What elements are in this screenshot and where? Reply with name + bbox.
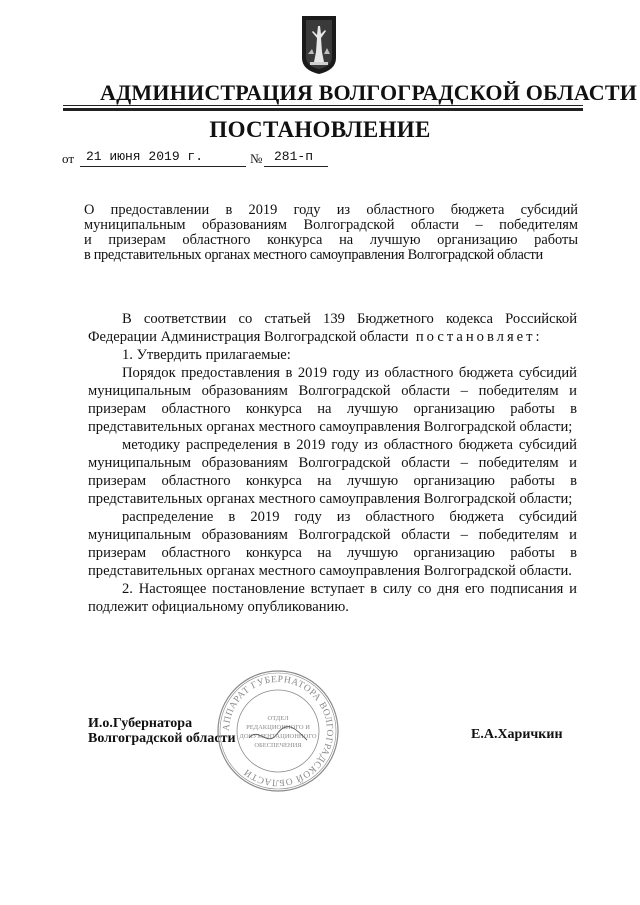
document-body [88,310,577,616]
document-type-title: ПОСТАНОВЛЕНИЕ [209,117,431,142]
stamp-ring-text: АППАРАТ ГУБЕРНАТОРА ВОЛГОГРАДСКОЙ ОБЛАСТИ [221,674,335,788]
signatory-name: Е.А.Харичкин [471,727,563,742]
signatory-title-line: И.о.Губернатора [88,716,193,731]
stamp-center-line: ОТДЕЛ [267,715,289,722]
volgograd-coat-of-arms-icon [300,14,338,76]
document-date: 21 июня 2019 г. [86,149,204,164]
document-subject [84,203,578,263]
date-label: от [62,151,75,166]
item-2: 2. Настоящее постановление вступает в силу со дня его подписания и подлежит официальному опубликованию. [88,581,577,615]
date-underline [80,166,246,167]
approved-item-procedure: Порядок предоставления в 2019 году из областного бюджета субсидий муниципальным образованиям Волгоградской области – победителям и призерам областного конкурса на лучшую организацию работы в представительных органах местного самоуправления Волгоградской области; [88,365,577,435]
official-stamp-icon [215,668,341,794]
approved-item-methodology: методику распределения в 2019 году из областного бюджета субсидий муниципальным образованиям Волгоградской области – победителям и призерам областного конкурса на лучшую организацию работы в представительных органах местного самоуправления Волгоградской области; [88,437,577,507]
stamp-center-line: РЕДАКЦИОННОГО И [246,724,310,731]
signatory-title-line: Волгоградской области [88,731,236,746]
number-label: № [250,151,263,166]
number-underline [264,166,328,167]
subject-line: муниципальным образованиям Волгоградской области – победителям [84,217,578,233]
document-number: 281-п [274,149,314,164]
decree-word: постановляет: [415,329,543,345]
subject-line: в представительных органах местного самоуправления Волгоградской области [84,247,543,263]
date-number-line [62,151,362,169]
subject-line: О предоставлении в 2019 году из областного бюджета субсидий [84,202,578,218]
preamble-text: В соответствии со статьей 139 Бюджетного кодекса Российской Федерации Администрация Волгоградской области [88,311,577,345]
preamble-paragraph [88,310,577,346]
signatory-title [88,716,236,746]
organization-title: АДМИНИСТРАЦИЯ ВОЛГОГРАДСКОЙ ОБЛАСТИ [100,80,638,105]
item-1: 1. Утвердить прилагаемые: [122,347,291,363]
subject-line: и призерам областного конкурса на лучшую организацию работы [84,232,578,248]
stamp-center-line: ДОКУМЕНТАЦИОННОГО [239,733,317,740]
svg-text:АППАРАТ ГУБЕРНАТОРА ВОЛГОГРАДС [222,675,334,787]
stamp-center-line: ОБЕСПЕЧЕНИЯ [254,742,302,749]
header-rule [63,105,583,111]
approved-item-distribution: распределение в 2019 году из областного бюджета субсидий муниципальным образованиям Волгоградской области – победителям и призерам областного конкурса на лучшую организацию работы в представительных органах местного самоуправления Волгоградской области. [88,509,577,579]
